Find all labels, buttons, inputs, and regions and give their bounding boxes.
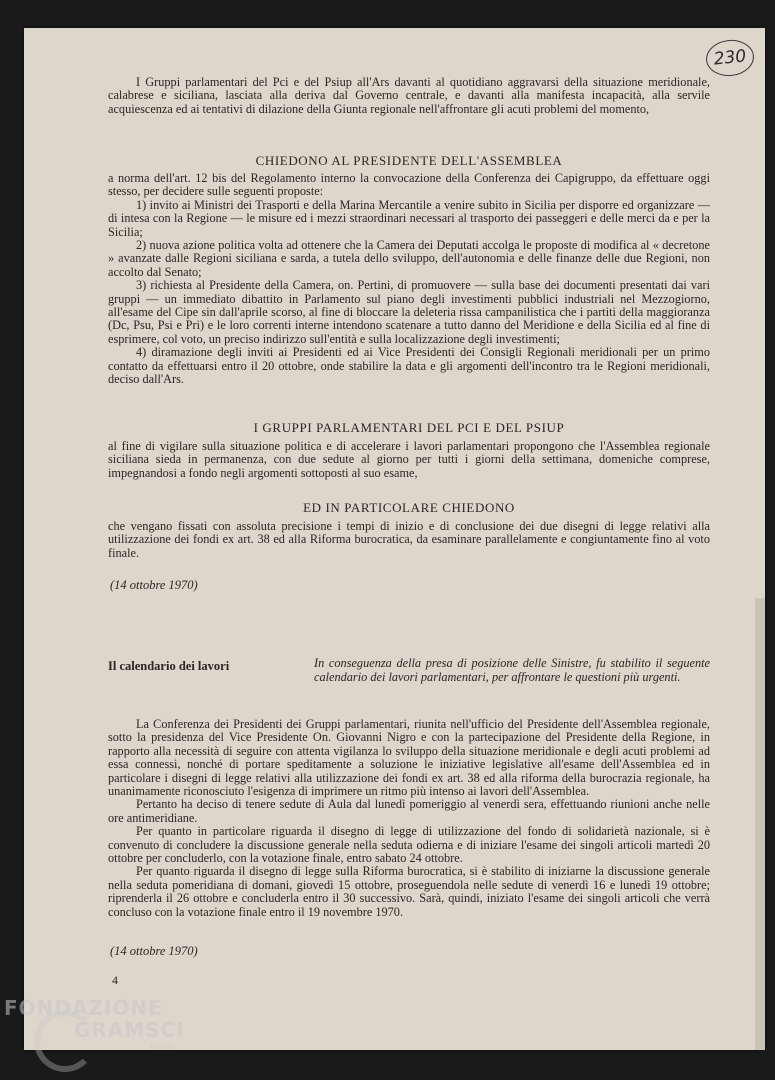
date-first: (14 ottobre 1970) <box>110 578 198 592</box>
proposals-section <box>108 172 710 387</box>
calendar-section <box>108 718 710 919</box>
laws-paragraph: che vengano fissati con assoluta precisione i tempi di inizio e di conclusione dei due disegni di legge relativi alla utilizzazione dei fondi ex art. 38 ed alla Riforma burocratica, da esaminare parallelamente e congiuntamente fino al voto finale. <box>108 519 710 560</box>
calendar-paragraph: Pertanto ha deciso di tenere sedute di Aula dal lunedì pomeriggio al venerdì sera, effettuando riunioni anche nelle ore antimeridiane. <box>108 797 710 825</box>
calendar-paragraph: Per quanto in particolare riguarda il disegno di legge di utilizzazione del fondo di solidarietà nazionale, si è convenuto di concludere la discussione generale nella seduta odierna e di iniziare l'esame dei singoli articoli martedì 20 ottobre per concluderlo, con la votazione finale, entro sabato 24 ottobre. <box>108 824 710 866</box>
proposal-item: 2) nuova azione politica volta ad ottenere che la Camera dei Deputati accolga le proposte di modifica al « decretone » avanzate dalle Regioni siciliana e sarda, a tutela dello sviluppo, dell'autonomia e delle finanze delle due Regioni, non accolto dal Senato; <box>108 238 710 279</box>
date-second: (14 ottobre 1970) <box>110 944 198 958</box>
request-intro: a norma dell'art. 12 bis del Regolamento interno la convocazione della Conferenza dei Capigruppo, da effettuare oggi stesso, per decidere sulle seguenti proposte: <box>108 171 710 199</box>
proposal-item: 1) invito ai Ministri dei Trasporti e della Marina Mercantile a venire subito in Sicilia per disporre ed organizzare — di intesa con la Regione — le misure ed i mezzi straordinari necessari al trasporto dei passeggeri e delle merci da e per la Sicilia; <box>108 197 710 239</box>
assembly-paragraph: al fine di vigilare sulla situazione politica e di accelerare i lavori parlamentari propongono che l'Assemblea regionale siciliana sieda in permanenza, con due sedute al giorno per tutti i giorni della settimana, domeniche comprese, impegnandosi a fondo negli argomenti sottoposti al suo esame, <box>108 439 710 480</box>
page-number: 4 <box>112 973 118 987</box>
heading-in-particolare: ED IN PARTICOLARE CHIEDONO <box>303 500 515 515</box>
heading-gruppi-parlamentari: I GRUPPI PARLAMENTARI DEL PCI E DEL PSIUP <box>253 420 565 435</box>
proposal-item: 4) diramazione degli inviti ai Presidenti ed ai Vice Presidenti dei Consigli Regionali meridionali per un primo contatto da effettuarsi entro il 20 ottobre, onde stabilire la data e gli argomenti dell'incontro tra le Regioni meridionali, deciso dall'Ars. <box>108 345 710 387</box>
section-title: Il calendario dei lavori <box>108 659 230 673</box>
section-note: In conseguenza della presa di posizione delle Sinistre, fu stabilito il seguente calendario dei lavori parlamentari, per affrontare le questioni più urgenti. <box>314 656 710 684</box>
archive-number-stamp: 230 <box>704 38 756 79</box>
calendar-paragraph: Per quanto riguarda il disegno di legge sulla Riforma burocratica, si è stabilito di iniziarne la discussione generale nella seduta pomeridiana di domani, giovedì 15 ottobre, proseguendola nelle sedute di venerdì 16 e lunedì 19 ottobre; riprenderla il 26 ottobre e concluderla entro il 30 successivo. Sarà, quindi, iniziato l'esame dei singoli articoli che verrà concluso con la votazione finale entro il 19 novembre 1970. <box>108 864 710 919</box>
intro-paragraph: I Gruppi parlamentari del Pci e del Psiup all'Ars davanti al quotidiano aggravarsi della situazione meridionale, calabrese e siciliana, lasciata alla deriva dal Governo centrale, e davanti alla manifesta incapacità, alla servile acquiescenza ed ai tentativi di dilazione della Giunta regionale nell'affrontare gli acuti problemi del momento, <box>108 75 710 116</box>
fondazione-gramsci-watermark: FONDAZIONE GRAMSCI onlus <box>4 996 204 1076</box>
heading-chiedono-presidente: CHIEDONO AL PRESIDENTE DELL'ASSEMBLEA <box>255 153 563 168</box>
calendar-paragraph: La Conferenza dei Presidenti dei Gruppi parlamentari, riunita nell'ufficio del Presidente dell'Assemblea regionale, sotto la presidenza del Vice Presidente On. Giovanni Nigro e con la partecipazione del Presidente della Regione, in rapporto alla necessità di seguire con attenta vigilanza lo sviluppo della situazione meridionale e degli acuti problemi ad essa connessi, nonché di portare speditamente a soluzione le iniziative legislative all'esame dell'Assemblea ed in particolare i disegni di legge relativi alla utilizzazione dei fondi ex art. 38 ed alla riforma della burocrazia regionale, ha unanimamente riconosciuto l'esigenza di imprimere un ritmo più intenso ai lavori dell'Assemblea. <box>108 717 710 799</box>
proposal-item: 3) richiesta al Presidente della Camera, on. Pertini, di promuovere — sulla base dei documenti presentati dai vari gruppi — un immediato dibattito in Parlamento sul piano degli investimenti pubblici industriali nel Mezzogiorno, all'esame del Cipe sin dall'aprile scorso, al fine di bloccare la deleteria rissa campanilistica che i partiti della maggioranza (Dc, Psu, Psi e Pri) e le loro correnti interne intendono scatenare a tutto danno del Meridione e della Sicilia ed al fine di esprimere, col voto, un preciso indirizzo sull'entità e sulla localizzazione degli investimenti; <box>108 278 710 346</box>
